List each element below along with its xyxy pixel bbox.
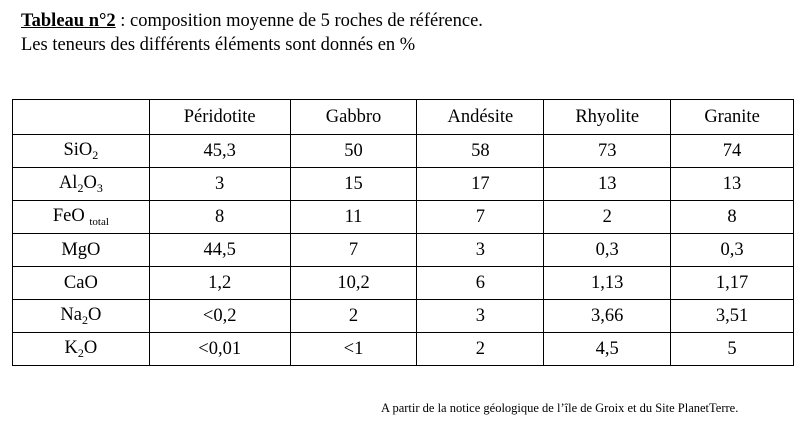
table-cell: 6 — [417, 267, 544, 300]
table-cell: 17 — [417, 168, 544, 201]
header-rhyolite: Rhyolite — [544, 100, 671, 135]
header-corner — [13, 100, 150, 135]
header-gabbro: Gabbro — [290, 100, 417, 135]
table-cell: 8 — [671, 201, 794, 234]
table-cell: 13 — [544, 168, 671, 201]
table-cell: 1,17 — [671, 267, 794, 300]
table-cell: 3,51 — [671, 300, 794, 333]
table-cell: <1 — [290, 333, 417, 366]
table-cell: 3 — [417, 234, 544, 267]
header-granite: Granite — [671, 100, 794, 135]
table-cell: 15 — [290, 168, 417, 201]
row-label-sio2: SiO$_2$ — [13, 135, 150, 168]
table-cell: 0,3 — [671, 234, 794, 267]
table-cell: 73 — [544, 135, 671, 168]
table-cell: 2 — [544, 201, 671, 234]
table-cell: 3 — [417, 300, 544, 333]
table-row — [13, 300, 794, 333]
header-row — [13, 100, 794, 135]
table-cell: 7 — [290, 234, 417, 267]
table-cell: 11 — [290, 201, 417, 234]
table-cell: 10,2 — [290, 267, 417, 300]
table-cell: <0,2 — [149, 300, 290, 333]
table-row — [13, 201, 794, 234]
row-label-na2o: $Na_2O$ — [13, 300, 150, 333]
table-cell: 8 — [149, 201, 290, 234]
table-cell: 45,3 — [149, 135, 290, 168]
row-label-cao: CaO — [13, 267, 150, 300]
table-row — [13, 135, 794, 168]
table-cell: 44,5 — [149, 234, 290, 267]
table-row — [13, 333, 794, 366]
table-row — [13, 267, 794, 300]
table-cell: 7 — [417, 201, 544, 234]
table-title — [21, 9, 483, 33]
table-cell: 1,13 — [544, 267, 671, 300]
row-label-feo-total: FeO $_{total}$ — [13, 201, 150, 234]
table-cell: 3,66 — [544, 300, 671, 333]
header-peridotite: Péridotite — [149, 100, 290, 135]
table-cell: 0,3 — [544, 234, 671, 267]
table-row — [13, 168, 794, 201]
table-cell: 74 — [671, 135, 794, 168]
table-cell: 4,5 — [544, 333, 671, 366]
table-cell: 2 — [290, 300, 417, 333]
table-cell: 3 — [149, 168, 290, 201]
table-cell: 58 — [417, 135, 544, 168]
table-cell: 50 — [290, 135, 417, 168]
table-row — [13, 234, 794, 267]
composition-table — [12, 99, 794, 366]
table-cell: 5 — [671, 333, 794, 366]
source-note: A partir de la notice géologique de l’île de Groix et du Site PlanetTerre. — [381, 401, 739, 415]
table-cell: 1,2 — [149, 267, 290, 300]
table-subtitle: Les teneurs des différents éléments sont donnés en % — [21, 35, 416, 55]
row-label-mgo: MgO — [13, 234, 150, 267]
row-label-al2o3: $Al_2O_3$ — [13, 168, 150, 201]
row-label-k2o: $K_2O$ — [13, 333, 150, 366]
table-caption: : composition moyenne de 5 roches de référence. — [115, 11, 483, 31]
title-block — [21, 9, 483, 57]
table-cell: 13 — [671, 168, 794, 201]
table-cell: 2 — [417, 333, 544, 366]
table-number: Tableau n°2 — [21, 11, 116, 31]
header-andesite: Andésite — [417, 100, 544, 135]
table-cell: <0,01 — [149, 333, 290, 366]
